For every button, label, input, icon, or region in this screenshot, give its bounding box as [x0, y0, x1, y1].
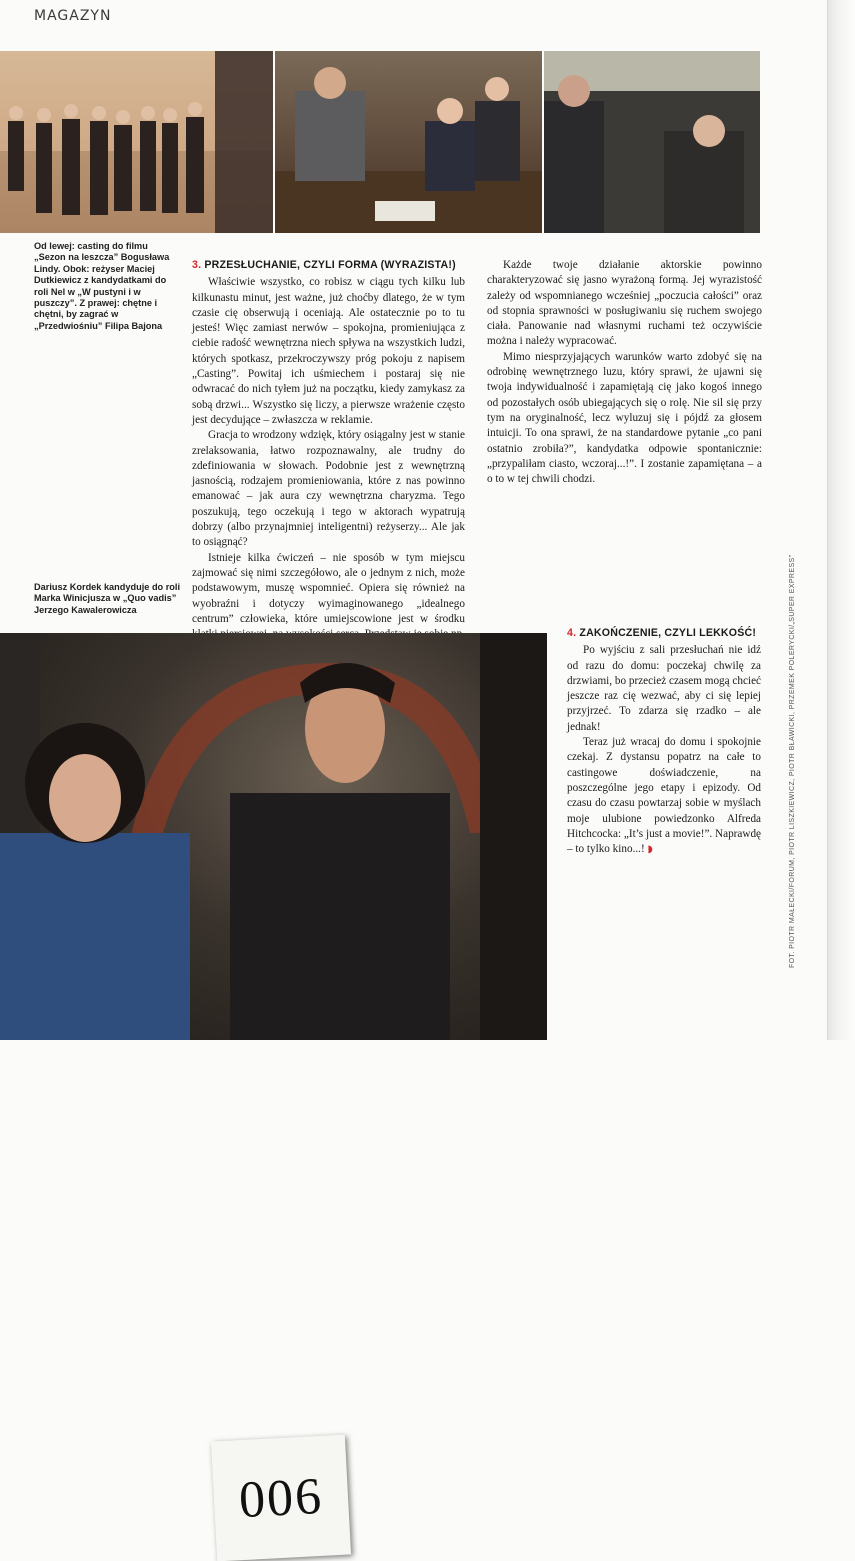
- section-4-heading: [567, 626, 761, 641]
- article-column-2: [487, 258, 762, 487]
- section-4-title: ZAKOŃCZENIE, CZYLI LEKKOŚĆ!: [579, 627, 757, 639]
- article-column-3: [567, 626, 761, 857]
- photo-director-with-kids: [275, 51, 542, 233]
- paragraph: Właściwie wszystko, co robisz w ciągu tych kilku lub kilkunastu minut, jest ważne, już choćby dlatego, że w tym czasie cię obserwują i oceniają. Ale ostatecznie po to tu jesteś! Więc zamiast nerwów – spokojna, promieniująca z ciebie radość wewnętrzna niech spływa na wszystkich ludzi, których spotkasz, przekroczywszy próg pokoju z napisem „Casting”. Powitaj ich uśmiechem i postaraj się nie odwracać do nich tyłem już na początku, kiedy zamykasz za sobą drzwi... Wszystko się liczy, a pierwsze wrażenie często jest decydujące – zwłaszcza w reklamie.: [192, 276, 465, 426]
- section-header: MAGAZYN: [34, 8, 112, 24]
- paragraph: Po wyjściu z sali przesłuchań nie idź od razu do domu: poczekaj chwilę za drzwiami, bo przecież czasem mogą chcieć jeszcze raz cię wezwać, aby ci się lepiej przyjrzeć. To zdarza się rzadko – ale jednak!: [567, 644, 761, 733]
- paragraph: Każde twoje działanie aktorskie powinno charakteryzować się jasno wyrażoną formą. Jej wyrazistość zależy od wspomnianego wcześniej „poczucia całości” oraz od stopnia sprawności w posługiwaniu się ruchem swojego ciała. Panowanie nad własnymi ruchami też oczywiście można i należy wypracować.: [487, 259, 762, 348]
- paragraph-text: Teraz już wracaj do domu i spokojnie czekaj. Z dystansu popatrz na całe to castingowe doświadczenie, na poszczególne jego etapy i epizody. Od czasu do czasu powtarzaj sobie w myślach moje ulubione powiedzonko Alfreda Hitchcocka: „It’s just a movie!”. Naprawdę – to tylko kino...!: [567, 736, 761, 856]
- photo-crowd-candidates: [544, 51, 760, 233]
- photo-kordek-casting: [0, 633, 547, 1529]
- caption-bottom-photo: Dariusz Kordek kandyduje do roli Marka Winicjusza w „Quo vadis” Jerzego Kawalerowicza: [34, 582, 181, 615]
- end-mark-icon: ◗: [647, 844, 653, 856]
- number-card: 006: [211, 1435, 351, 1561]
- caption-top-photos: Od lewej: casting do filmu „Sezon na leszcza” Bogusława Lindy. Obok: reżyser Maciej Dutkiewicz z kandydatkami do roli Nel w „W pustyni i w puszczy”. Z prawej: chętne i chętni, by zagrać w „Przedwiośniu” Filipa Bajona: [34, 241, 170, 331]
- paragraph: Mimo niesprzyjających warunków warto zdobyć się na odrobinę wewnętrznego luzu, który sprawi, że ujawni się twoja indywidualność i zapamiętają cię jako kogoś innego od pozostałych osób ubiegających się o rolę. Nie sil się przy tym na oryginalność, lecz wyluzuj się i pójdź za głosem intuicji. To ona sprawi, że na standardowe pytanie „co pani ostatnio zrobiła?”, kandydatka odpowie spontanicznie: „przypaliłam ciasto, wczoraj...!”. I zostanie zapamiętana – a o to w tej chwili chodzi.: [487, 350, 762, 486]
- section-4-number: 4.: [567, 627, 577, 639]
- section-3-heading: [192, 258, 465, 273]
- section-3-number: 3.: [192, 259, 202, 271]
- page-edge: [827, 0, 855, 1040]
- paragraph: [567, 735, 761, 857]
- photo-casting-lineup: [0, 51, 273, 233]
- paragraph: Istnieje kilka ćwiczeń – nie sposób w tym miejscu zajmować się nimi szczegółowo, ale o jednym z nich, może podstawowym, muszę wspomnieć. Opiera się również na wyobraźni i dotyczy wyimaginowanego „idealnego centrum” człowieka, które umiejscowione jest w środku: [192, 551, 465, 625]
- section-3-title: PRZESŁUCHANIE, CZYLI FORMA (WYRAZISTA!): [204, 259, 456, 271]
- photo-credit: FOT. PIOTR MAŁECKI/FORUM, PIOTR LISZKIEWICZ, PIOTR BŁAWICKI, PRZEMEK POLERYCKI/„SUPER EXPRESS”: [789, 554, 796, 968]
- paragraph: Gracja to wrodzony wdzięk, który osiągalny jest w stanie zrelaksowania, łatwo rozpoznawalny, ale trudny do zdefiniowania w słowach. Podobnie jest z wewnętrzną jasnością, rodzajem promieniowania, które z nas powinno emanować – jak aura czy wewnętrzna charyzma. Tego poszukują, tego oczekują i tego w aktorach wypatrują dobrzy (albo przynajmniej inteligentni) reżyserzy... Ale jak to osiągnąć?: [192, 429, 465, 549]
